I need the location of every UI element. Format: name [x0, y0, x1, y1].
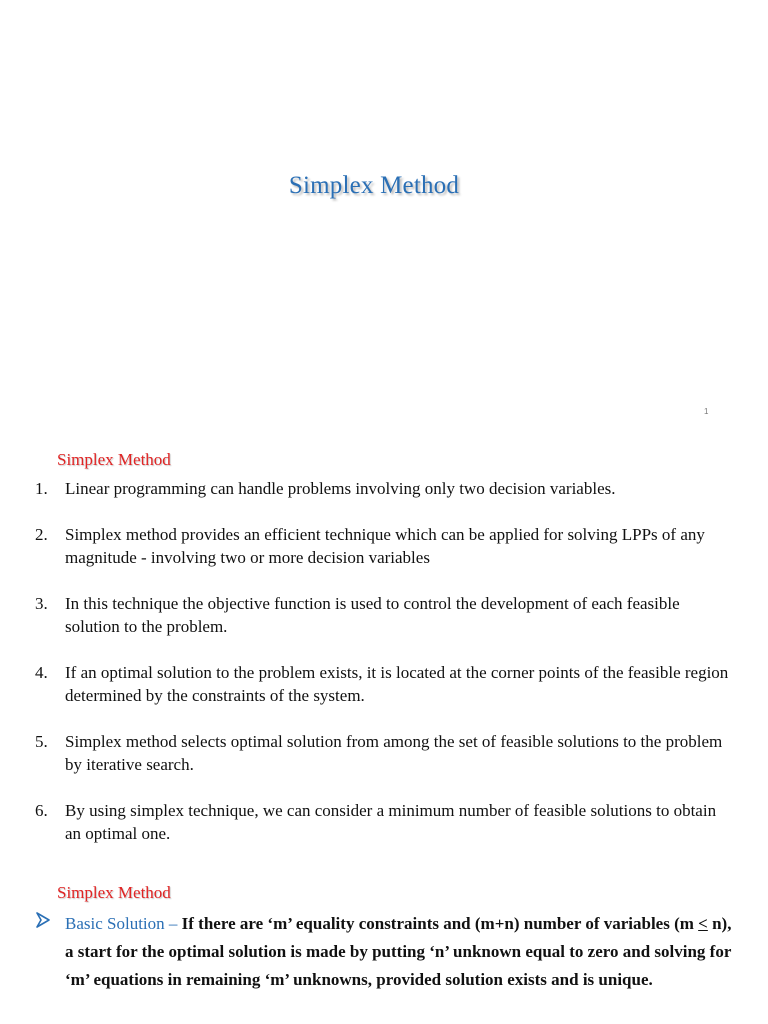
list-item-text: By using simplex technique, we can consider a minimum number of feasible solutions to obtain an optimal one.: [65, 801, 717, 843]
list-number: 3.: [35, 594, 48, 613]
list-item-text: Simplex method selects optimal solution from among the set of feasible solutions to the problem by iterative search.: [65, 732, 723, 774]
list-item: [30, 523, 730, 569]
list-item-text: Linear programming can handle problems involving only two decision variables.: [65, 479, 616, 498]
bullet-item: [36, 910, 736, 994]
section-heading: Simplex Method: [57, 450, 171, 469]
arrowhead-bullet-icon: [36, 912, 50, 928]
list-item: [30, 592, 730, 638]
list-item: [30, 799, 730, 845]
slide-title: Simplex Method: [288, 172, 460, 199]
list-number: 2.: [35, 525, 48, 544]
list-number: 1.: [35, 479, 48, 498]
numbered-list: [30, 477, 730, 868]
page-number: 1: [704, 407, 709, 416]
bullet-text: [65, 910, 736, 994]
list-item-text: Simplex method provides an efficient technique which can be applied for solving LPPs of any magnitude - involving two or more decision variables: [65, 525, 705, 567]
list-item: [30, 477, 730, 500]
list-number: 5.: [35, 732, 48, 751]
list-item: [30, 661, 730, 707]
list-number: 6.: [35, 801, 48, 820]
definition-text-cont: n), a start for the optimal solution is made by putting ‘n’ unknown equal to zero and solving for ‘m’ equations in remaining ‘m’ unknowns, provided solution exists and is unique.: [65, 914, 732, 989]
term-label: Basic Solution –: [65, 914, 182, 933]
list-item-text: If an optimal solution to the problem exists, it is located at the corner points of the feasible region determined by the constraints of the system.: [65, 663, 729, 705]
list-item-text: In this technique the objective function is used to control the development of each feasible solution to the problem.: [65, 594, 680, 636]
section-heading: Simplex Method: [57, 883, 171, 902]
list-number: 4.: [35, 663, 48, 682]
list-item: [30, 730, 730, 776]
less-equal-sign: <: [698, 914, 708, 933]
definition-text: If there are ‘m’ equality constraints and (m+n) number of variables (m: [181, 914, 699, 933]
